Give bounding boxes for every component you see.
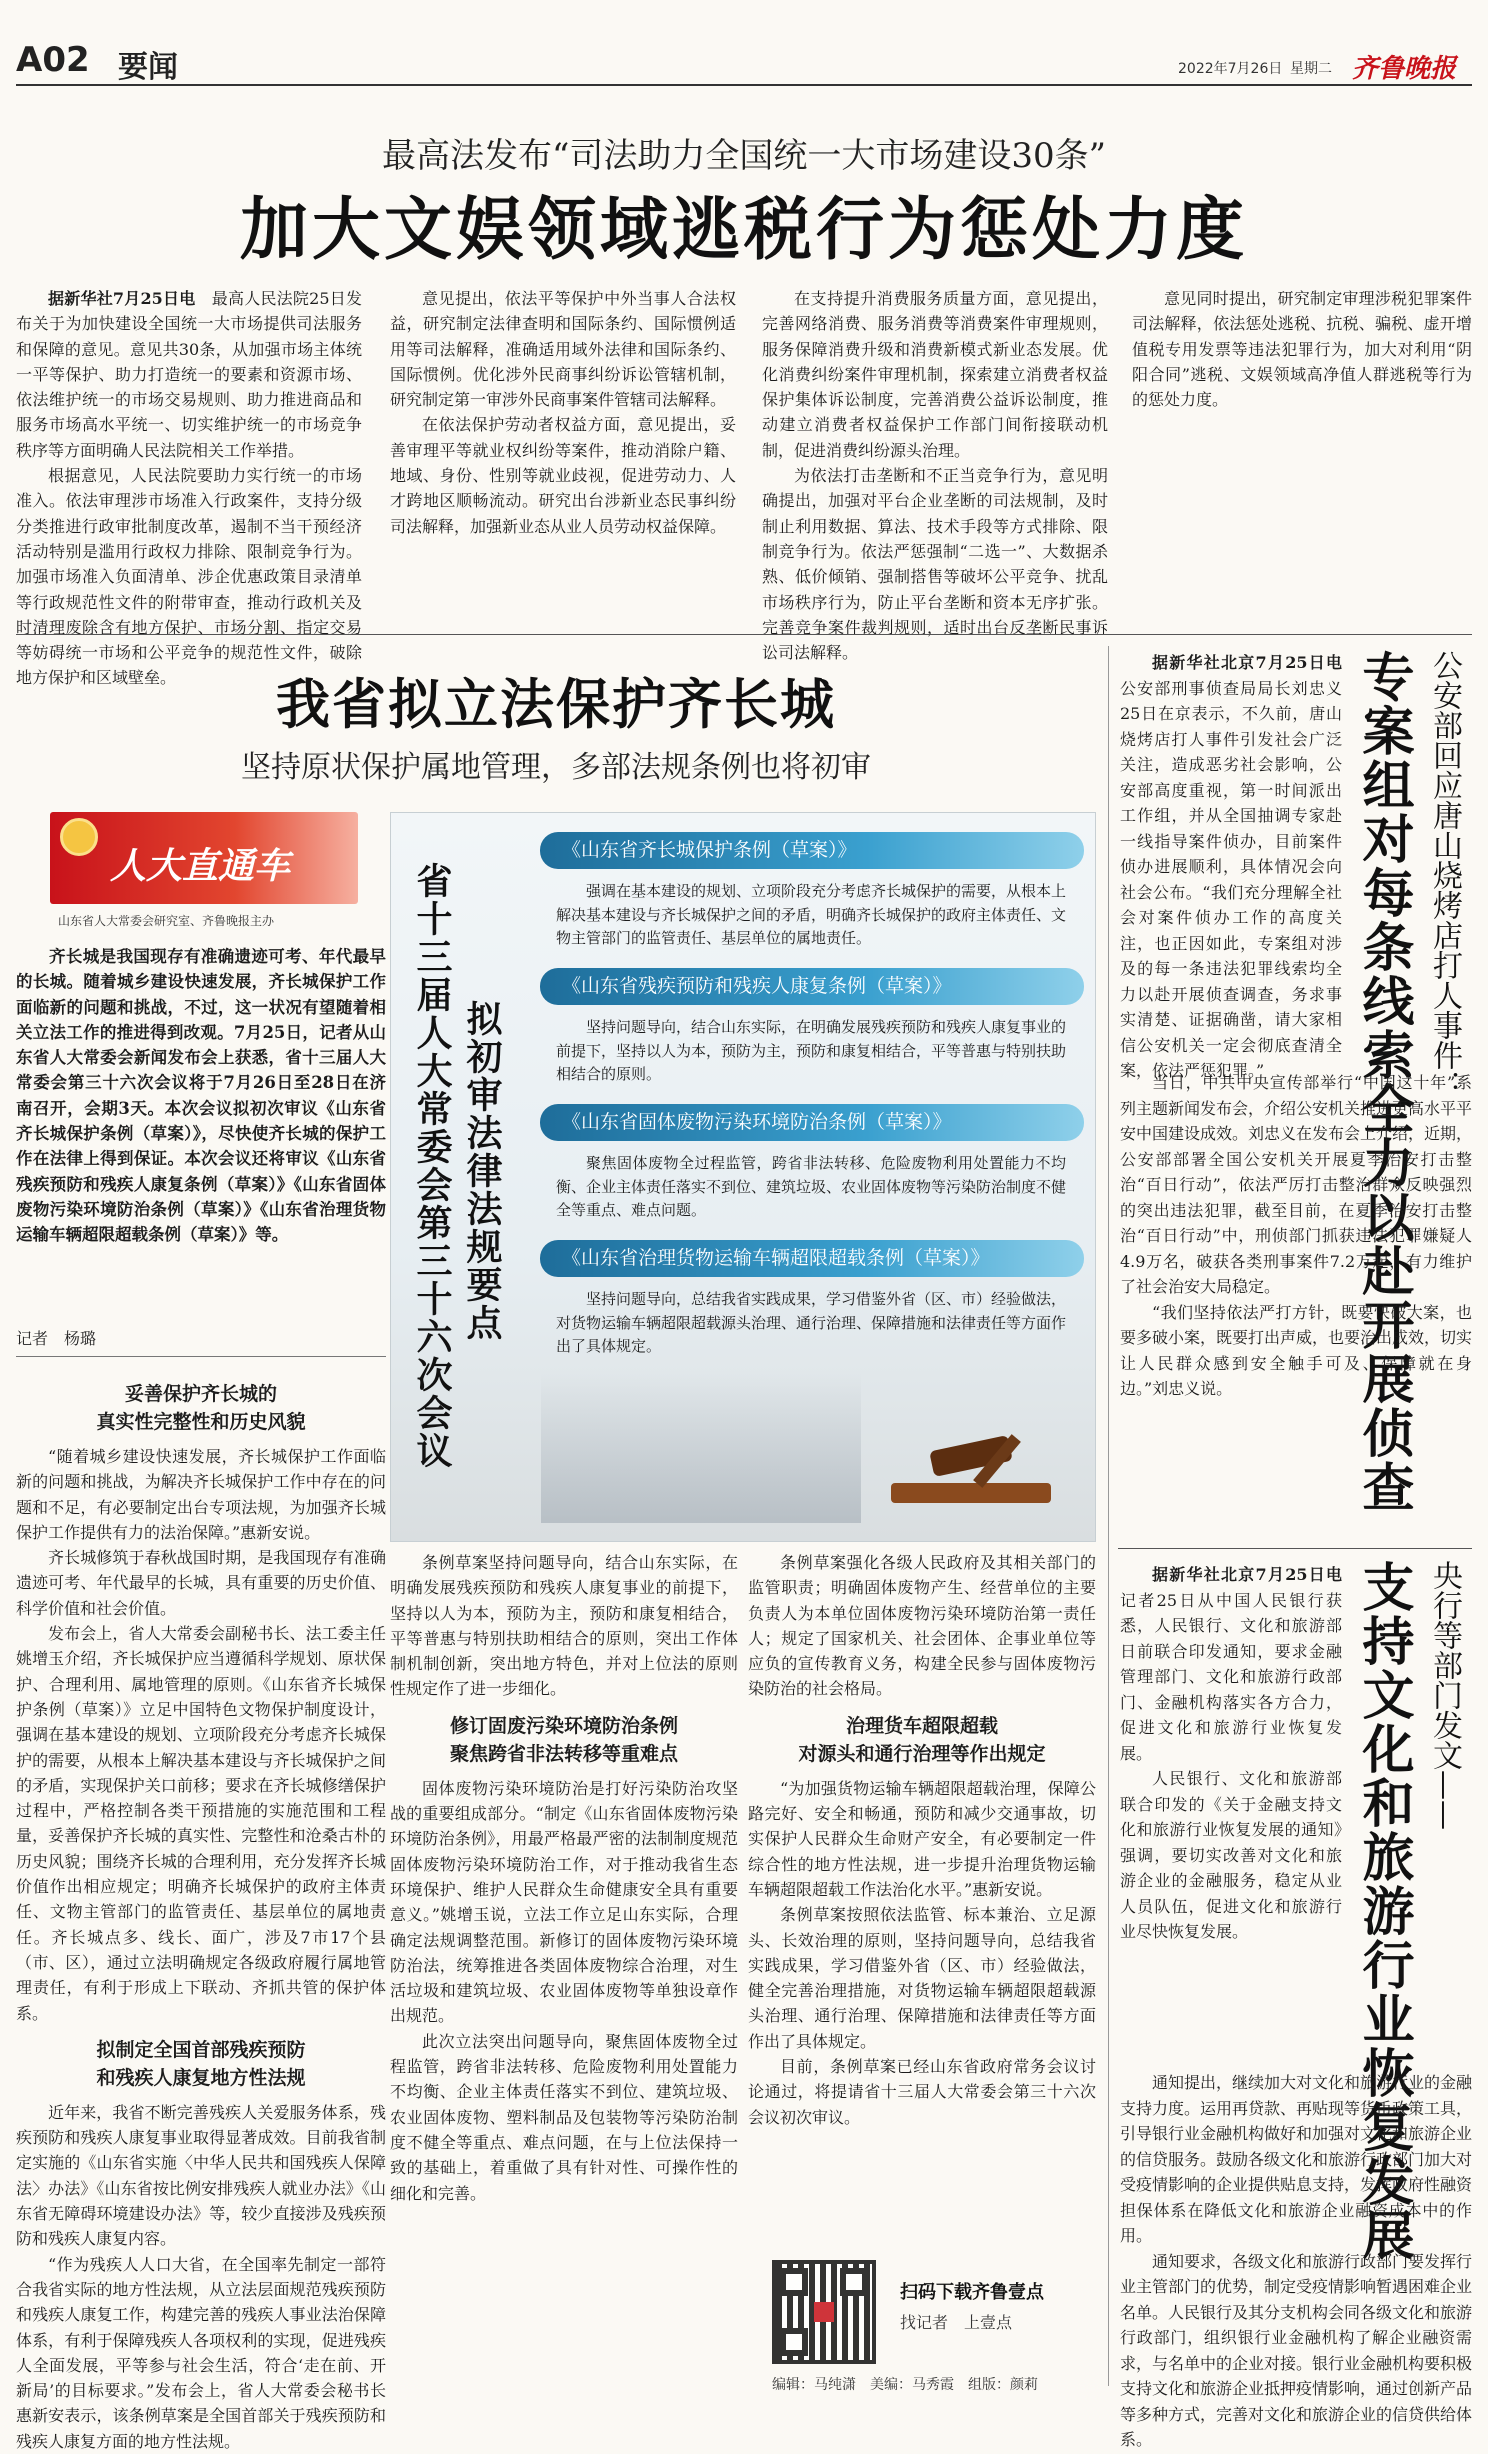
reporter-byline: 记者 杨璐 [16,1329,97,1348]
right-divider [1108,646,1109,2386]
main-col-3: 条例草案强化各级人民政府及其相关部门的监管职责；明确固体废物产生、经营单位的主要负责人为本单位固体废物污染环境防治第一责任人；规定了国家机关、社会团体、企事业单位等应负的宣传教育义务，构建全民参与固体废物污染防治的社会格局。 治理货车超限超载 对源头和通行治理等作出规定 “为加强货物运输车辆超限超载治理，保障公路完好、安全和畅通，预防和减少交通事故，切实保护人民群众生命财产安全，有必要制定一件综合性的地方性法规，进一步提升治理货物运输车辆超限超载工作法治化水平。”惠新安说。 条例草案按照依法监管、标本兼治、立足源头、长效治理的原则，坚持问题导向，总结我省实践成果，学习借鉴外省（区、市）经验做法，健全完善治理措施，对货物运输车辆超限超载源头治理、通行治理、保障措施和法律责任等方面作出了具体规定。 目前，条例草案已经山东省政府常务会议讨论通过，将提请省十三届人大常委会第三十六次会议初次审议。 [748,1553,1096,2127]
right-top-body: 据新华社北京7月25日电 公安部刑事侦查局局长刘忠义25日在京表示，不久前，唐山烧烤店打人事件引发社会广泛关注，造成恶劣社会影响，公安部高度重视，第一时间派出工作组，并从全国抽调专家赴一线指导案件侦办，目前案件侦办进展顺利，具体情况会向社会公布。“我们充分理解全社会对案件侦办工作的高度关注，也正因如此，专案组对涉及的每一条违法犯罪线索均全力以赴开展侦查调查，务求事实清楚、证据确凿，请大家相信公安机关一定会彻底查清全案，依法严惩犯罪。” [1120,653,1342,1080]
section-heading-4: 治理货车超限超载 对源头和通行治理等作出规定 [798,1714,1046,1765]
law-item-text-1: 强调在基本建设的规划、立项阶段充分考虑齐长城保护的需要，从根本上解决基本建设与齐长城保护之间的矛盾，明确齐长城保护的政府主体责任、文物主管部门的监管责任、基层单位的属地责任。 [556,882,1067,947]
top-col-3: 在支持提升消费服务质量方面，意见提出，完善网络消费、服务消费等消费案件审理规则，服务保障消费升级和消费新模式新业态发展。优化消费纠纷案件审理机制，探索建立消费者权益保护集体诉讼制度，完善消费公益诉讼制度，推动建立消费者权益保护工作部门间衔接联动机制，促进消费纠纷源头治理。 为依法打击垄断和不正当竞争行为，意见明确提出，加强对平台企业垄断的司法规制，及时制止利用数据、算法、技术手段等方式排除、限制竞争行为。依法严惩强制“二选一”、大数据杀熟、低价倾销、强制搭售等破坏公平竞争、扰乱市场秩序行为，防止平台垄断和资本无序扩张。完善竞争案件裁判规则，适时出台反垄断民事诉讼司法解释。 [762,289,1108,663]
section-heading-3: 修订固废污染环境防治条例 聚焦跨省非法转移等重难点 [449,1714,678,1765]
masthead [0,0,1488,84]
right-bottom-body: 据新华社北京7月25日电 记者25日从中国人民银行获悉，人民银行、文化和旅游部日前联合印发通知，要求金融管理部门、文化和旅游行政部门、金融机构落实各方合力，促进文化和旅游行业恢复发展。 人民银行、文化和旅游部联合印发的《关于金融支持文化和旅游行业恢复发展的通知》强调，要切实改善对文化和旅游企业的金融服务，稳定从业人员队伍，促进文化和旅游行业尽快恢复发展。 [1120,1565,1342,1941]
law-item-text-2: 坚持问题导向，结合山东实际，在明确发展残疾预防和残疾人康复事业的前提下，坚持以人为本，预防为主，预防和康复相结合，平等普惠与特别扶助相结合的原则。 [556,1018,1067,1083]
qr-code[interactable] [772,2260,876,2364]
law-item-title-2: 《山东省残疾预防和残疾人康复条例（草案）》 [540,968,1084,1005]
law-item-title-3: 《山东省固体废物污染环境防治条例（草案）》 [540,1104,1084,1141]
top-col-1: 据新华社7月25日电 最高人民法院25日发布关于为加快建设全国统一大市场提供司法服务和保障的意见。意见共30条，从加强市场主体统一平等保护、助力打造统一的要素和资源市场、依法维护统一的市场交易规则、助力推进商品和服务市场高水平统一、切实维护统一的市场竞争秩序等方面明确人民法院相关工作举措。 根据意见，人民法院要助力实行统一的市场准入。依法审理涉市场准入行政案件，支持分级分类推进行政审批制度改革，遏制不当干预经济活动特别是滥用行政权力排除、限制竞争行为。加强市场准入负面清单、涉企优惠政策目录清单等行政规范性文件的附带审查，推动行政机关及时清理废除含有地方保护、市场分割、指定交易等妨碍统一市场和公平竞争的规范性文件，破除地方保护和区域壁垒。 [16,289,362,688]
graphic-vertical-title-1: 省十三届人大常委会第三十六次会议 [411,862,453,1470]
top-col-4: 意见同时提出，研究制定审理涉税犯罪案件司法解释，依法惩处逃税、抗税、骗税、虚开增值税专用发票等违法犯罪行为，加大对利用“阴阳合同”逃税、文娱领域高净值人群逃税等行为的惩处力度。 [1132,289,1472,410]
main-headline: 我省拟立法保护齐长城 [276,672,836,736]
right-top-headline: 专案组对每条线索全力以赴开展侦查 [1353,650,1414,1514]
page-number: A02 [16,40,90,80]
logo-caption: 山东省人大常委会研究室、齐鲁晚报主办 [58,914,275,928]
issue-weekday: 星期二 [1290,61,1332,77]
law-item-title-4: 《山东省治理货物运输车辆超限超载条例（草案）》 [540,1240,1084,1277]
top-headline: 加大文娱领域逃税行为惩处力度 [239,190,1248,270]
right-bottom-headline: 支持文化和旅游行业恢复发展 [1353,1560,1414,2262]
qr-title: 扫码下载齐鲁壹点 [900,2282,1044,2303]
issue-date: 2022年7月26日 [1178,61,1283,77]
right-bottom-kicker: 央行等部门发文—— [1427,1560,1462,1830]
gavel-icon [871,1423,1061,1513]
logo-text: 人大直通车 [110,846,291,887]
section-rule [16,634,1472,635]
law-item-text-3: 聚焦固体废物全过程监管，跨省非法转移、危险废物利用处置能力不均衡、企业主体责任落实不到位、建筑垃圾、农业固体废物等污染防治制度不健全等重点、难点问题。 [556,1154,1067,1219]
top-kicker: 最高法发布“司法助力全国统一大市场建设30条” [381,136,1107,176]
main-subheadline: 坚持原状保护属地管理，多部法规条例也将初审 [241,750,871,785]
section-heading-1: 妥善保护齐长城的 真实性完整性和历史风貌 [96,1383,306,1433]
qr-subtitle: 找记者 上壹点 [900,2313,1013,2332]
main-col-1: 妥善保护齐长城的 真实性完整性和历史风貌 “随着城乡建设快速发展，齐长城保护工作面临新的问题和挑战，为解决齐长城保护工作中存在的问题和不足，有必要制定出台专项法规，为加强齐长城保护工作提供有力的法治保障。”惠新安说。 齐长城修筑于春秋战国时期，是我国现存有准确遗迹可考、年代最早的长城，具有重要的历史价值、科学价值和社会价值。 发布会上，省人大常委会副秘书长、法工委主任姚增玉介绍，齐长城保护应当遵循科学规划、原状保护、合理利用、属地管理的原则。《山东省齐长城保护条例（草案）》立足中国特色文物保护制度设计，强调在基本建设的规划、立项阶段充分考虑齐长城保护的需要，从根本上解决基本建设与齐长城保护之间的矛盾，实现保护关口前移；要求在齐长城修缮保护过程中，严格控制各类干预措施的实施范围和工程量，妥善保护齐长城的真实性、完整性和沧桑古朴的历史风貌；围绕齐长城的合理利用，充分发挥齐长城价值作出相应规定；明确齐长城保护的政府主体责任、文物主管部门的监管责任、基层单位的属地责任。齐长城点多、线长、面广，涉及7市17个县（市、区），通过立法明确规定各级政府履行属地管理责任，有利于形成上下联动、齐抓共管的保护体系。 拟制定全国首部残疾预防 和残疾人康复地方性法规 近年来，我省不断完善残疾人关爱服务体系，残疾预防和残疾人康复事业取得显著成效。目前我省制定实施的《山东省实施〈中华人民共和国残疾人保障法〉办法》《山东省按比例安排残疾人就业办法》《山东省无障碍环境建设办法》等，较少直接涉及残疾预防和残疾人康复内容。 “作为残疾人人口大省，在全国率先制定一部符合我省实际的地方性法规，从立法层面规范残疾预防和残疾人康复工作，构建完善的残疾人事业法治保障体系，有利于保障残疾人各项权利的实现，促进残疾人全面发展，平等参与社会生活，符合‘走在前、开新局’的目标要求。”发布会上，省人大常委会秘书长惠新安表示，该条例草案是全国首部关于残疾预防和残疾人康复方面的地方性法规。 [16,1370,386,2390]
byline-rule [16,1356,386,1357]
building-skyline [541,1373,861,1523]
right-top-body-cont: 当日，中共中央宣传部举行“中国这十年”系列主题新闻发布会，介绍公安机关推进更高水平平安中国建设成效。刘忠义在发布会上介绍，近期，公安部部署全国公安机关开展夏季治安打击整治“百日行动”，依法严厉打击整治群众反映强烈的突出违法犯罪，截至目前，在夏季治安打击整治“百日行动”中，刑侦部门抓获违法犯罪嫌疑人4.9万名，破获各类刑事案件7.2万起，有力维护了社会治安大局稳定。 “我们坚持依法严打方针，既要快破大案，也要多破小案，既要打出声威，也要治出成效，切实让人民群众感到安全触手可及、保障就在身边。”刘忠义说。 [1120,1073,1473,1398]
section-name: 要闻 [118,50,178,85]
section-heading-2: 拟制定全国首部残疾预防 和残疾人康复地方性法规 [96,2038,306,2089]
emblem-icon [60,818,98,856]
main-col-2: 条例草案坚持问题导向，结合山东实际，在明确发展残疾预防和残疾人康复事业的前提下，坚持以人为本，预防为主，预防和康复相结合，平等普惠与特别扶助相结合的原则，突出工作体制机制创新，突出地方特色，并对上位法的原则性规定作了进一步细化。 修订固废污染环境防治条例 聚焦跨省非法转移等重难点 固体废物污染环境防治是打好污染防治攻坚战的重要组成部分。“制定《山东省固体废物污染环境防治条例》，用最严格最严密的法制制度规范固体废物污染环境防治工作，对于推动我省生态环境保护、维护人民群众生命健康安全具有重要意义。”姚增玉说，立法工作立足山东实际，合理确定法规调整范围。新修订的固体废物污染环境防治法，统筹推进各类固体废物综合治理，对生活垃圾和建筑垃圾、农业固体废物等单独设章作出规范。 此次立法突出问题导向，聚焦固体废物全过程监管，跨省非法转移、危险废物利用处置能力不均衡、企业主体责任落实不到位、建筑垃圾、农业固体废物、塑料制品及包装物等污染防治制度不健全等重点、难点问题，在与上位法保持一致的基础上，着重做了具有针对性、可操作性的细化和完善。 [390,1553,738,2203]
graphic-vertical-title-2: 拟初审法律法规要点 [461,1000,503,1342]
top-col-2: 意见提出，依法平等保护中外当事人合法权益，研究制定法律查明和国际条约、国际惯例适用等司法解释，准确适用域外法律和国际条约、国际惯例。优化涉外民商事纠纷诉讼管辖机制，研究制定第一审涉外民商事案件管辖司法解释。 在依法保护劳动者权益方面，意见提出，妥善审理平等就业权纠纷等案件，推动消除户籍、地域、身份、性别等就业歧视，促进劳动力、人才跨地区顺畅流动。研究出台涉新业态民事纠纷司法解释，加强新业态从业人员劳动权益保障。 [390,289,736,536]
masthead-rule [16,84,1472,86]
main-intro: 齐长城是我国现存有准确遗迹可考、年代最早的长城。随着城乡建设快速发展，齐长城保护工作面临新的问题和挑战，不过，这一状况有望随着相关立法工作的推进得到改观。7月25日，记者从山东省人大常委会新闻发布会上获悉，省十三届人大常委会第三十六次会议将于7月26日至28日在济南召开，会期3天。本次会议拟初次审议《山东省齐长城保护条例（草案）》，尽快使齐长城的保护工作在法律上得到保证。本次会议还将审议《山东省残疾预防和残疾人康复条例（草案）》《山东省固体废物污染环境防治条例（草案）》《山东省治理货物运输车辆超限超载条例（草案）》等。 [16,947,386,1245]
right-top-kicker: 公安部回应唐山烧烤店打人事件： [1427,650,1462,1100]
law-item-title-1: 《山东省齐长城保护条例（草案）》 [540,832,1084,869]
law-item-text-4: 坚持问题导向，总结我省实践成果，学习借鉴外省（区、市）经验做法，对货物运输车辆超限超载源头治理、通行治理、保障措施和法律责任等方面作出了具体规定。 [556,1290,1067,1355]
right-rule [1118,1548,1472,1549]
dateline: 据新华社7月25日电 [48,289,196,308]
page-credits: 编辑：马纯潇 美编：马秀霞 组版：颜莉 [772,2377,1038,2393]
npc-logo [50,812,358,904]
right-bottom-body-cont: 通知提出，继续加大对文化和旅游行业的金融支持力度。运用再贷款、再贴现等货币政策工具，引导银行业金融机构做好和加强对文化和旅游企业的信贷服务。鼓励各级文化和旅游行政部门加大对受疫情影响的企业提供贴息支持，发挥政府性融资担保体系在降低文化和旅游企业融资成本中的作用。 通知要求，各级文化和旅游行政部门要发挥行业主管部门的优势，制定受疫情影响暂遇困难企业名单。人民银行及其分支机构会同各级文化和旅游行政部门，组织银行业金融机构了解企业融资需求，与名单中的企业对接。银行业金融机构要积极支持文化和旅游企业抵押疫情影响，通过创新产品等多种方式，完善对文化和旅游企业的信贷供给体系。 [1120,2073,1473,2449]
paper-logo: 齐鲁晚报 [1352,54,1457,84]
